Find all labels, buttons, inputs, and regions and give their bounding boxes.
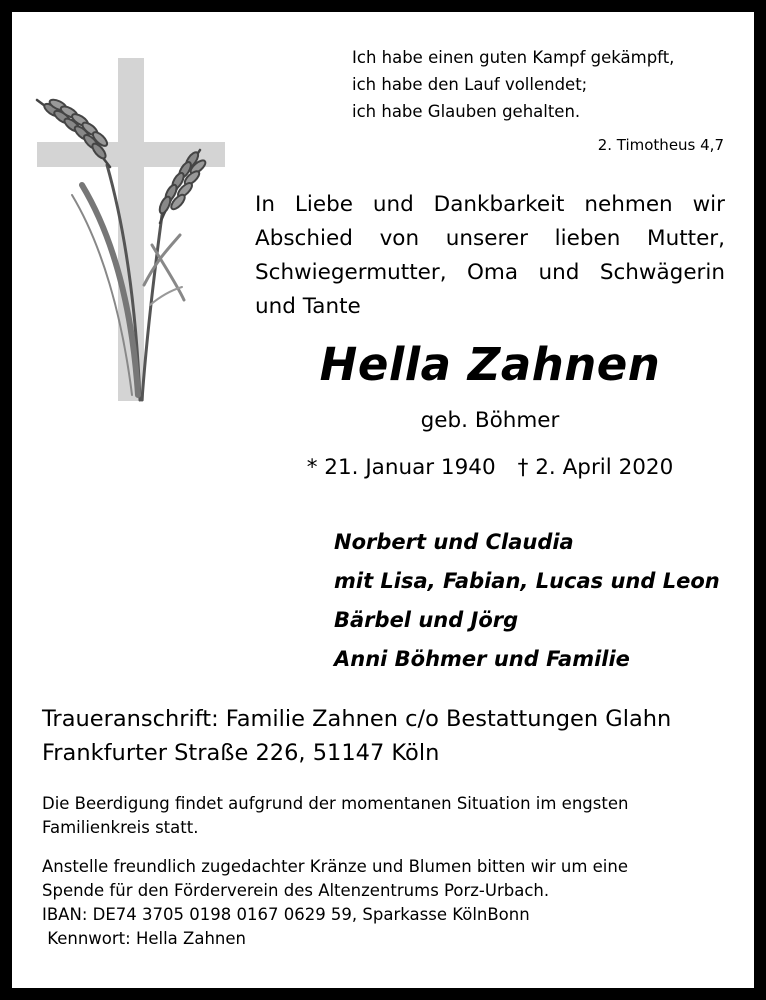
- birth-date: * 21. Januar 1940: [306, 455, 496, 480]
- mourner-line: Norbert und Claudia: [334, 530, 574, 554]
- verse-line: ich habe Glauben gehalten.: [352, 102, 581, 121]
- verse-reference: 2. Timotheus 4,7: [597, 136, 724, 154]
- verse-line: Ich habe einen guten Kampf gekämpft,: [352, 48, 675, 67]
- address-line: Frankfurter Straße 226, 51147 Köln: [42, 740, 440, 766]
- maiden-name: geb. Böhmer: [420, 408, 560, 433]
- donation-line: Spende für den Förderverein des Altenzentrums Porz-Urbach.: [42, 881, 550, 900]
- intro-line: Schwiegermutter, Oma und Schwägerin: [255, 260, 725, 285]
- mourning-address: [42, 702, 671, 770]
- mourner-line: mit Lisa, Fabian, Lucas und Leon: [334, 569, 720, 593]
- intro-line: In Liebe und Dankbarkeit nehmen wir: [255, 192, 725, 217]
- donation-line: Anstelle freundlich zugedachter Kränze und Blumen bitten wir um eine: [42, 857, 628, 876]
- verse-line: ich habe den Lauf vollendet;: [352, 75, 588, 94]
- mourner-line: Anni Böhmer und Familie: [334, 647, 630, 671]
- donation-line: Kennwort: Hella Zahnen: [42, 929, 246, 948]
- bible-verse: [352, 44, 674, 125]
- mourners-list: [334, 526, 720, 682]
- note-line: Die Beerdigung findet aufgrund der momentanen Situation im engsten: [42, 794, 629, 813]
- address-line: Traueranschrift: Familie Zahnen c/o Bestattungen Glahn: [42, 706, 672, 732]
- donation-line: IBAN: DE74 3705 0198 0167 0629 59, Sparkasse KölnBonn: [42, 905, 530, 924]
- mourner-line: Bärbel und Jörg: [334, 608, 519, 632]
- intro-line: und Tante: [255, 294, 361, 319]
- cross-wheat-illustration: [32, 55, 232, 405]
- note-line: Familienkreis statt.: [42, 818, 199, 837]
- funeral-note: [42, 792, 724, 840]
- intro-line: Abschied von unserer lieben Mutter,: [255, 226, 725, 251]
- life-dates: [255, 455, 725, 480]
- death-date: † 2. April 2020: [517, 455, 674, 480]
- intro-text: [255, 188, 725, 324]
- deceased-name: Hella Zahnen: [319, 338, 661, 391]
- donation-note: [42, 855, 724, 951]
